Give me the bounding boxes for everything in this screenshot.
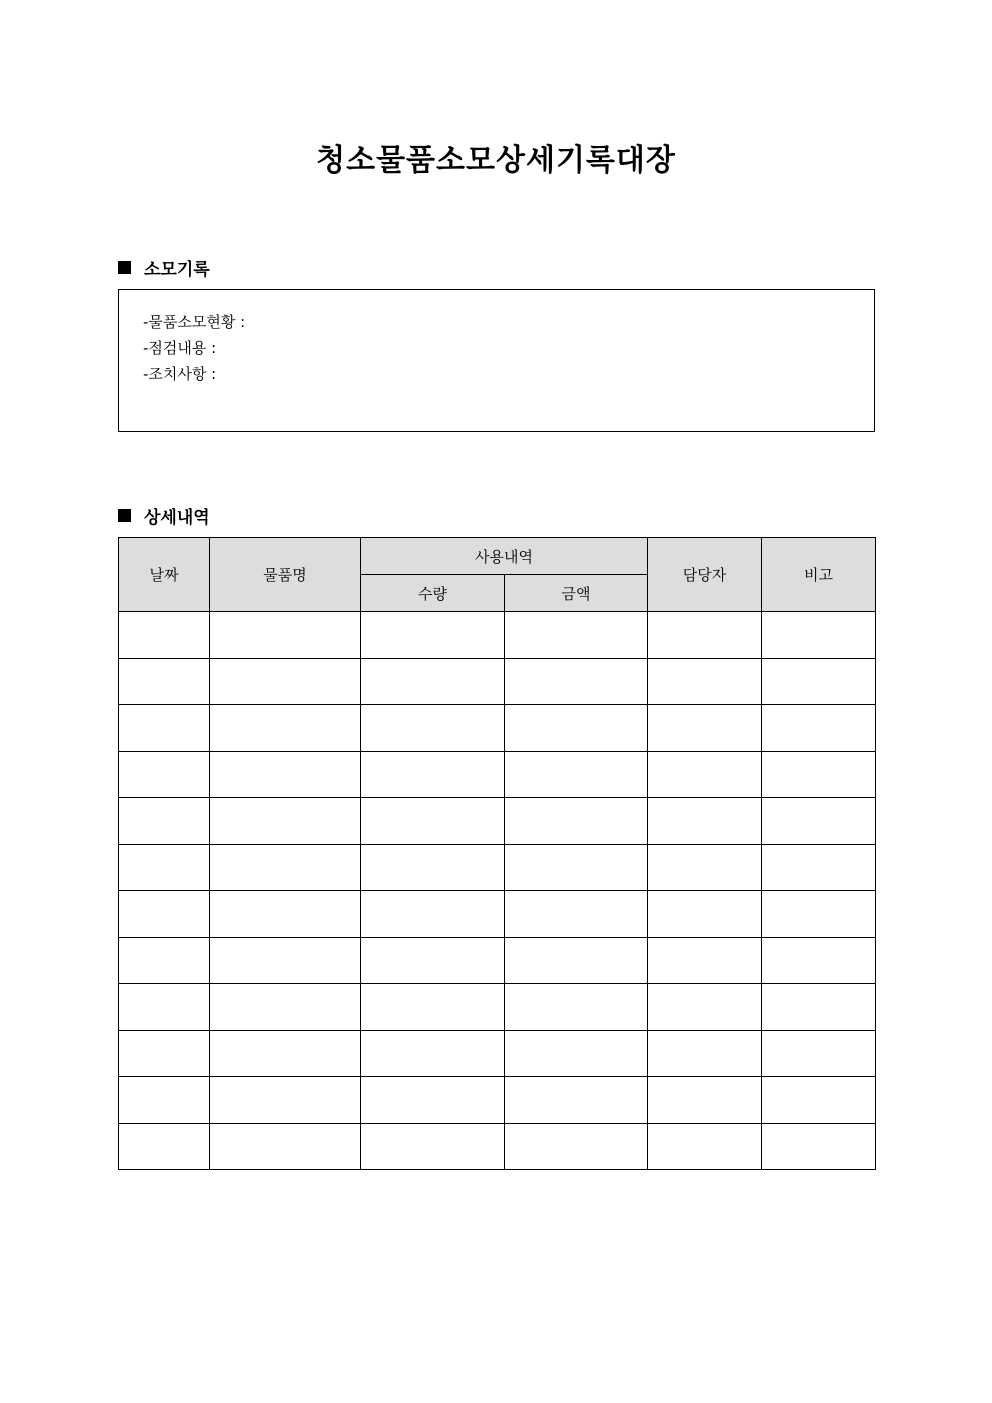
remarks-cell[interactable]	[762, 1077, 876, 1124]
consumption-status-line: -물품소모현황 :	[143, 313, 246, 331]
item-name-cell[interactable]	[210, 1077, 361, 1124]
person-in-charge-cell[interactable]	[648, 1030, 762, 1077]
section-heading-consumption	[118, 255, 210, 280]
remarks-cell[interactable]	[762, 658, 876, 705]
amount-cell[interactable]	[505, 751, 648, 798]
remarks-cell[interactable]	[762, 798, 876, 845]
table-row	[119, 1077, 876, 1124]
date-cell[interactable]	[119, 798, 210, 845]
remarks-cell[interactable]	[762, 891, 876, 938]
date-cell[interactable]	[119, 658, 210, 705]
quantity-cell[interactable]	[361, 1123, 505, 1170]
remarks-cell[interactable]	[762, 705, 876, 752]
amount-cell[interactable]	[505, 1077, 648, 1124]
table-row	[119, 612, 876, 659]
person-in-charge-cell[interactable]	[648, 1123, 762, 1170]
quantity-cell[interactable]	[361, 705, 505, 752]
remarks-cell[interactable]	[762, 984, 876, 1031]
square-bullet-icon	[118, 509, 131, 522]
header-person-in-charge: 담당자	[648, 538, 762, 612]
amount-cell[interactable]	[505, 1030, 648, 1077]
table-row	[119, 1030, 876, 1077]
quantity-cell[interactable]	[361, 1077, 505, 1124]
item-name-cell[interactable]	[210, 751, 361, 798]
person-in-charge-cell[interactable]	[648, 658, 762, 705]
date-cell[interactable]	[119, 1077, 210, 1124]
person-in-charge-cell[interactable]	[648, 751, 762, 798]
quantity-cell[interactable]	[361, 658, 505, 705]
item-name-cell[interactable]	[210, 984, 361, 1031]
date-cell[interactable]	[119, 705, 210, 752]
date-cell[interactable]	[119, 612, 210, 659]
date-cell[interactable]	[119, 984, 210, 1031]
table-row	[119, 937, 876, 984]
detail-table-body	[119, 612, 876, 1170]
detail-table	[118, 537, 876, 1170]
section-heading-text: 소모기록	[144, 260, 210, 280]
person-in-charge-cell[interactable]	[648, 937, 762, 984]
header-amount: 금액	[505, 575, 648, 612]
date-cell[interactable]	[119, 891, 210, 938]
quantity-cell[interactable]	[361, 751, 505, 798]
quantity-cell[interactable]	[361, 891, 505, 938]
date-cell[interactable]	[119, 844, 210, 891]
table-row	[119, 658, 876, 705]
item-name-cell[interactable]	[210, 891, 361, 938]
item-name-cell[interactable]	[210, 705, 361, 752]
header-usage-group: 사용내역	[361, 538, 648, 575]
item-name-cell[interactable]	[210, 1123, 361, 1170]
header-item-name: 물품명	[210, 538, 361, 612]
square-bullet-icon	[118, 261, 131, 274]
document-title: 청소물품소모상세기록대장	[316, 143, 676, 178]
item-name-cell[interactable]	[210, 658, 361, 705]
table-row	[119, 844, 876, 891]
person-in-charge-cell[interactable]	[648, 612, 762, 659]
date-cell[interactable]	[119, 1030, 210, 1077]
item-name-cell[interactable]	[210, 1030, 361, 1077]
quantity-cell[interactable]	[361, 984, 505, 1031]
amount-cell[interactable]	[505, 658, 648, 705]
remarks-cell[interactable]	[762, 1123, 876, 1170]
table-row	[119, 798, 876, 845]
quantity-cell[interactable]	[361, 844, 505, 891]
header-remarks: 비고	[762, 538, 876, 612]
amount-cell[interactable]	[505, 891, 648, 938]
quantity-cell[interactable]	[361, 798, 505, 845]
person-in-charge-cell[interactable]	[648, 891, 762, 938]
person-in-charge-cell[interactable]	[648, 844, 762, 891]
date-cell[interactable]	[119, 937, 210, 984]
table-row	[119, 1123, 876, 1170]
remarks-cell[interactable]	[762, 1030, 876, 1077]
inspection-content-line: -점검내용 :	[143, 339, 217, 357]
amount-cell[interactable]	[505, 844, 648, 891]
date-cell[interactable]	[119, 1123, 210, 1170]
person-in-charge-cell[interactable]	[648, 1077, 762, 1124]
item-name-cell[interactable]	[210, 937, 361, 984]
table-row	[119, 751, 876, 798]
remarks-cell[interactable]	[762, 751, 876, 798]
item-name-cell[interactable]	[210, 612, 361, 659]
quantity-cell[interactable]	[361, 937, 505, 984]
amount-cell[interactable]	[505, 798, 648, 845]
quantity-cell[interactable]	[361, 612, 505, 659]
amount-cell[interactable]	[505, 1123, 648, 1170]
consumption-record-box	[118, 289, 875, 432]
header-quantity: 수량	[361, 575, 505, 612]
remarks-cell[interactable]	[762, 937, 876, 984]
item-name-cell[interactable]	[210, 844, 361, 891]
section-heading-text: 상세내역	[144, 508, 210, 528]
person-in-charge-cell[interactable]	[648, 798, 762, 845]
amount-cell[interactable]	[505, 984, 648, 1031]
item-name-cell[interactable]	[210, 798, 361, 845]
person-in-charge-cell[interactable]	[648, 984, 762, 1031]
table-row	[119, 705, 876, 752]
amount-cell[interactable]	[505, 612, 648, 659]
quantity-cell[interactable]	[361, 1030, 505, 1077]
table-row	[119, 984, 876, 1031]
amount-cell[interactable]	[505, 705, 648, 752]
amount-cell[interactable]	[505, 937, 648, 984]
remarks-cell[interactable]	[762, 612, 876, 659]
header-date: 날짜	[119, 538, 210, 612]
section-heading-details	[118, 503, 210, 528]
date-cell[interactable]	[119, 751, 210, 798]
remarks-cell[interactable]	[762, 844, 876, 891]
action-taken-line: -조치사항 :	[143, 365, 217, 383]
table-row	[119, 891, 876, 938]
person-in-charge-cell[interactable]	[648, 705, 762, 752]
